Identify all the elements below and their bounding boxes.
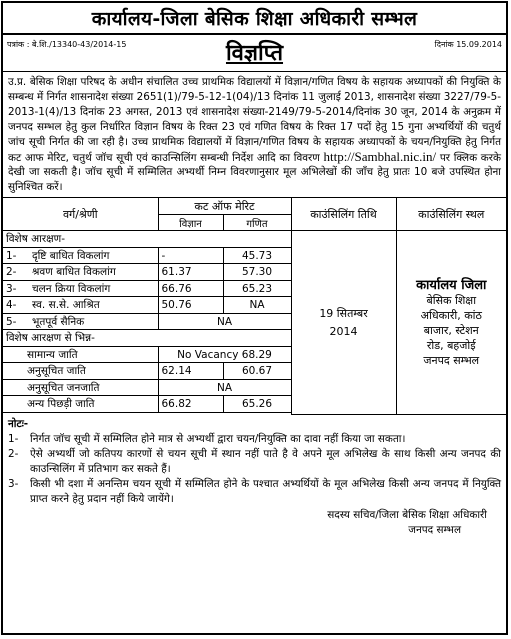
header-science: विज्ञान (158, 214, 223, 231)
row-category: दृष्टि बाधित विकलांग (32, 249, 110, 262)
website-link[interactable]: http://Sambhal.nic.in/ (323, 148, 437, 164)
note-item (8, 432, 501, 447)
row-ex-serviceman-value: NA (158, 313, 291, 330)
note-item (8, 477, 501, 507)
venue-line-1: कार्यालय जिला (416, 277, 487, 293)
row-index: 3- (6, 282, 17, 295)
row-science: 66.76 (158, 280, 223, 297)
notes-heading: नोटः- (8, 417, 29, 430)
row-index: 2- (6, 266, 17, 278)
row-category: चलन क्रिया विकलांग (32, 282, 111, 295)
signature-location: जनपद सम्भल (408, 523, 461, 536)
row-maths: 57.30 (223, 264, 291, 281)
counselling-date-cell (291, 231, 396, 415)
row-maths: 65.23 (223, 280, 291, 297)
row-category: सामान्य जाति (3, 346, 158, 363)
row-category: अनुसूचित जनजाति (3, 379, 158, 396)
venue-line-2: बेसिक शिक्षा (426, 293, 477, 307)
notes-block (3, 415, 506, 540)
signature-designation: सदस्य सचिव/जिला बेसिक शिक्षा अधिकारी (327, 508, 487, 521)
note-text: किसी भी दशा में अनन्तिम चयन सूची में सम्मिलित होने के पश्चात अभ्यर्थियों के मूल अभिलेख किसी अन्य जनपद में नियुक्ति प्राप्त करने हेतु प्रदान नहीं किये जायेंगे। (30, 477, 501, 505)
row-science: 50.76 (158, 297, 223, 314)
cutoff-table (3, 197, 506, 415)
row-category: अनुसूचित जाति (3, 363, 158, 380)
intro-text: उ.प्र. बेसिक शिक्षा परिषद के अधीन संचालित उच्च प्राथमिक विद्यालयों में विज्ञान/गणित विषय के सहायक अध्यापकों की नियुक्ति के सम्बन्ध में निर्गत शासनादेश संख्या 2651(1)/79-5-12-1(04)/13 दिनांक 11 जुलाई 2013, शासनादेश संख्या 3227/79-5-2013-1(4)/13 दिनांक 23 अगस्त, 2013 एवं शासनादेश संख्या-2149/79-5-2014/दिनांक 30 जून, 2014 के अनुक्रम में जनपद सम्भल हेतु कुल निर्धारित विज्ञान विषय के रिक्त 23 एवं गणित विषय के रिक्त 17 पदों हेतु 15 गुना अभ्यर्थियों की चतुर्थ जांच सूची निर्गत की जा रही है। उच्च प्राथमिक विद्यालयों में विज्ञान/गणित विषय के सहायक अध्यापकों के चयन/नियुक्ति हेतु निर्गत कट आफ मेरिट, चतुर्थ जॉच सूची एवं काउन्सिलिंग सम्बन्धी निर्देश आदि का विवरण (8, 76, 501, 164)
row-category: अन्य पिछड़ी जाति (3, 396, 158, 413)
reference-number: पत्रांक : बे.शि./13340-43/2014-15 (7, 40, 127, 49)
venue-line-3: अधिकारी, कांठ (420, 308, 482, 322)
header-counselling-date: काउंसिलिंग तिथि (291, 198, 396, 231)
row-maths: NA (223, 297, 291, 314)
note-number: 1- (8, 432, 19, 445)
row-general-value: No Vacancy 68.29 (158, 346, 291, 363)
counselling-venue-cell (396, 231, 506, 415)
header-counselling-venue: काउंसिलिंग स्थल (396, 198, 506, 231)
venue-line-4: बाजार, स्टेशन (423, 323, 479, 337)
header-category: वर्ग/श्रेणी (3, 198, 158, 231)
note-number: 2- (8, 447, 19, 460)
row-category: स्व. स.से. आश्रित (32, 299, 100, 311)
section-special-reservation: विशेष आरक्षण- (3, 231, 291, 248)
reference-row (3, 35, 506, 72)
row-index: 4- (6, 299, 17, 311)
notice-title: विज्ञप्ति (225, 41, 284, 66)
office-header (3, 3, 506, 35)
note-text: ऐसे अभ्यर्थी जो कतिपय कारणों से चयन सूची में स्थान नहीं पाते है वे अपने मूल अभिलेख के साथ किसी अन्य जनपद की काउन्सिलिंग में प्रतिभाग कर सकते हैं। (30, 447, 501, 475)
row-category: भूतपूर्व सैनिक (32, 315, 85, 328)
header-maths: गणित (223, 214, 291, 231)
row-index: 1- (6, 249, 17, 262)
note-text: निर्गत जॉच सूची में सम्मिलित होने मात्र से अभ्यर्थी द्वारा चयन/नियुक्ति का दावा नहीं किया जा सकता। (30, 432, 406, 445)
section-other-reservation: विशेष आरक्षण से भिन्न- (3, 330, 291, 347)
row-st-value: NA (158, 379, 291, 396)
notice-date: दिनांक 15.09.2014 (434, 40, 502, 49)
office-title: कार्यालय-जिला बेसिक शिक्षा अधिकारी सम्भल (91, 8, 418, 30)
venue-line-5: रोड, बहजोई (426, 338, 476, 352)
row-science: - (158, 247, 223, 264)
row-science: 66.82 (158, 396, 223, 413)
row-category: श्रवण बाधित विकलांग (32, 266, 116, 278)
intro-paragraph (3, 72, 506, 197)
row-science: 61.37 (158, 264, 223, 281)
counselling-date-line1: 19 सितम्बर (319, 306, 368, 320)
note-number: 3- (8, 477, 19, 490)
intro-text-after: पर क्लिक करके देखी जा सकती है। जॉच सूची में सम्मिलित अभ्यर्थी निम्न विवरणानुसार मूल अभिलेखों की जाँच हेतु प्रातः 10 बजे उपस्थित होना सुनिश्चित करें। (8, 151, 501, 194)
row-maths: 65.26 (223, 396, 291, 413)
row-maths: 45.73 (223, 247, 291, 264)
table-row (3, 231, 506, 248)
notice-page (1, 1, 508, 635)
venue-line-6: जनपद सम्भल (423, 353, 480, 367)
header-cutoff: कट ऑफ मेरिट (158, 198, 291, 215)
row-index: 5- (6, 315, 17, 328)
row-maths: 60.67 (223, 363, 291, 380)
signature-block (8, 508, 501, 538)
row-science: 62.14 (158, 363, 223, 380)
note-item (8, 447, 501, 477)
table-header-row (3, 198, 506, 215)
counselling-date-line2: 2014 (329, 324, 358, 338)
